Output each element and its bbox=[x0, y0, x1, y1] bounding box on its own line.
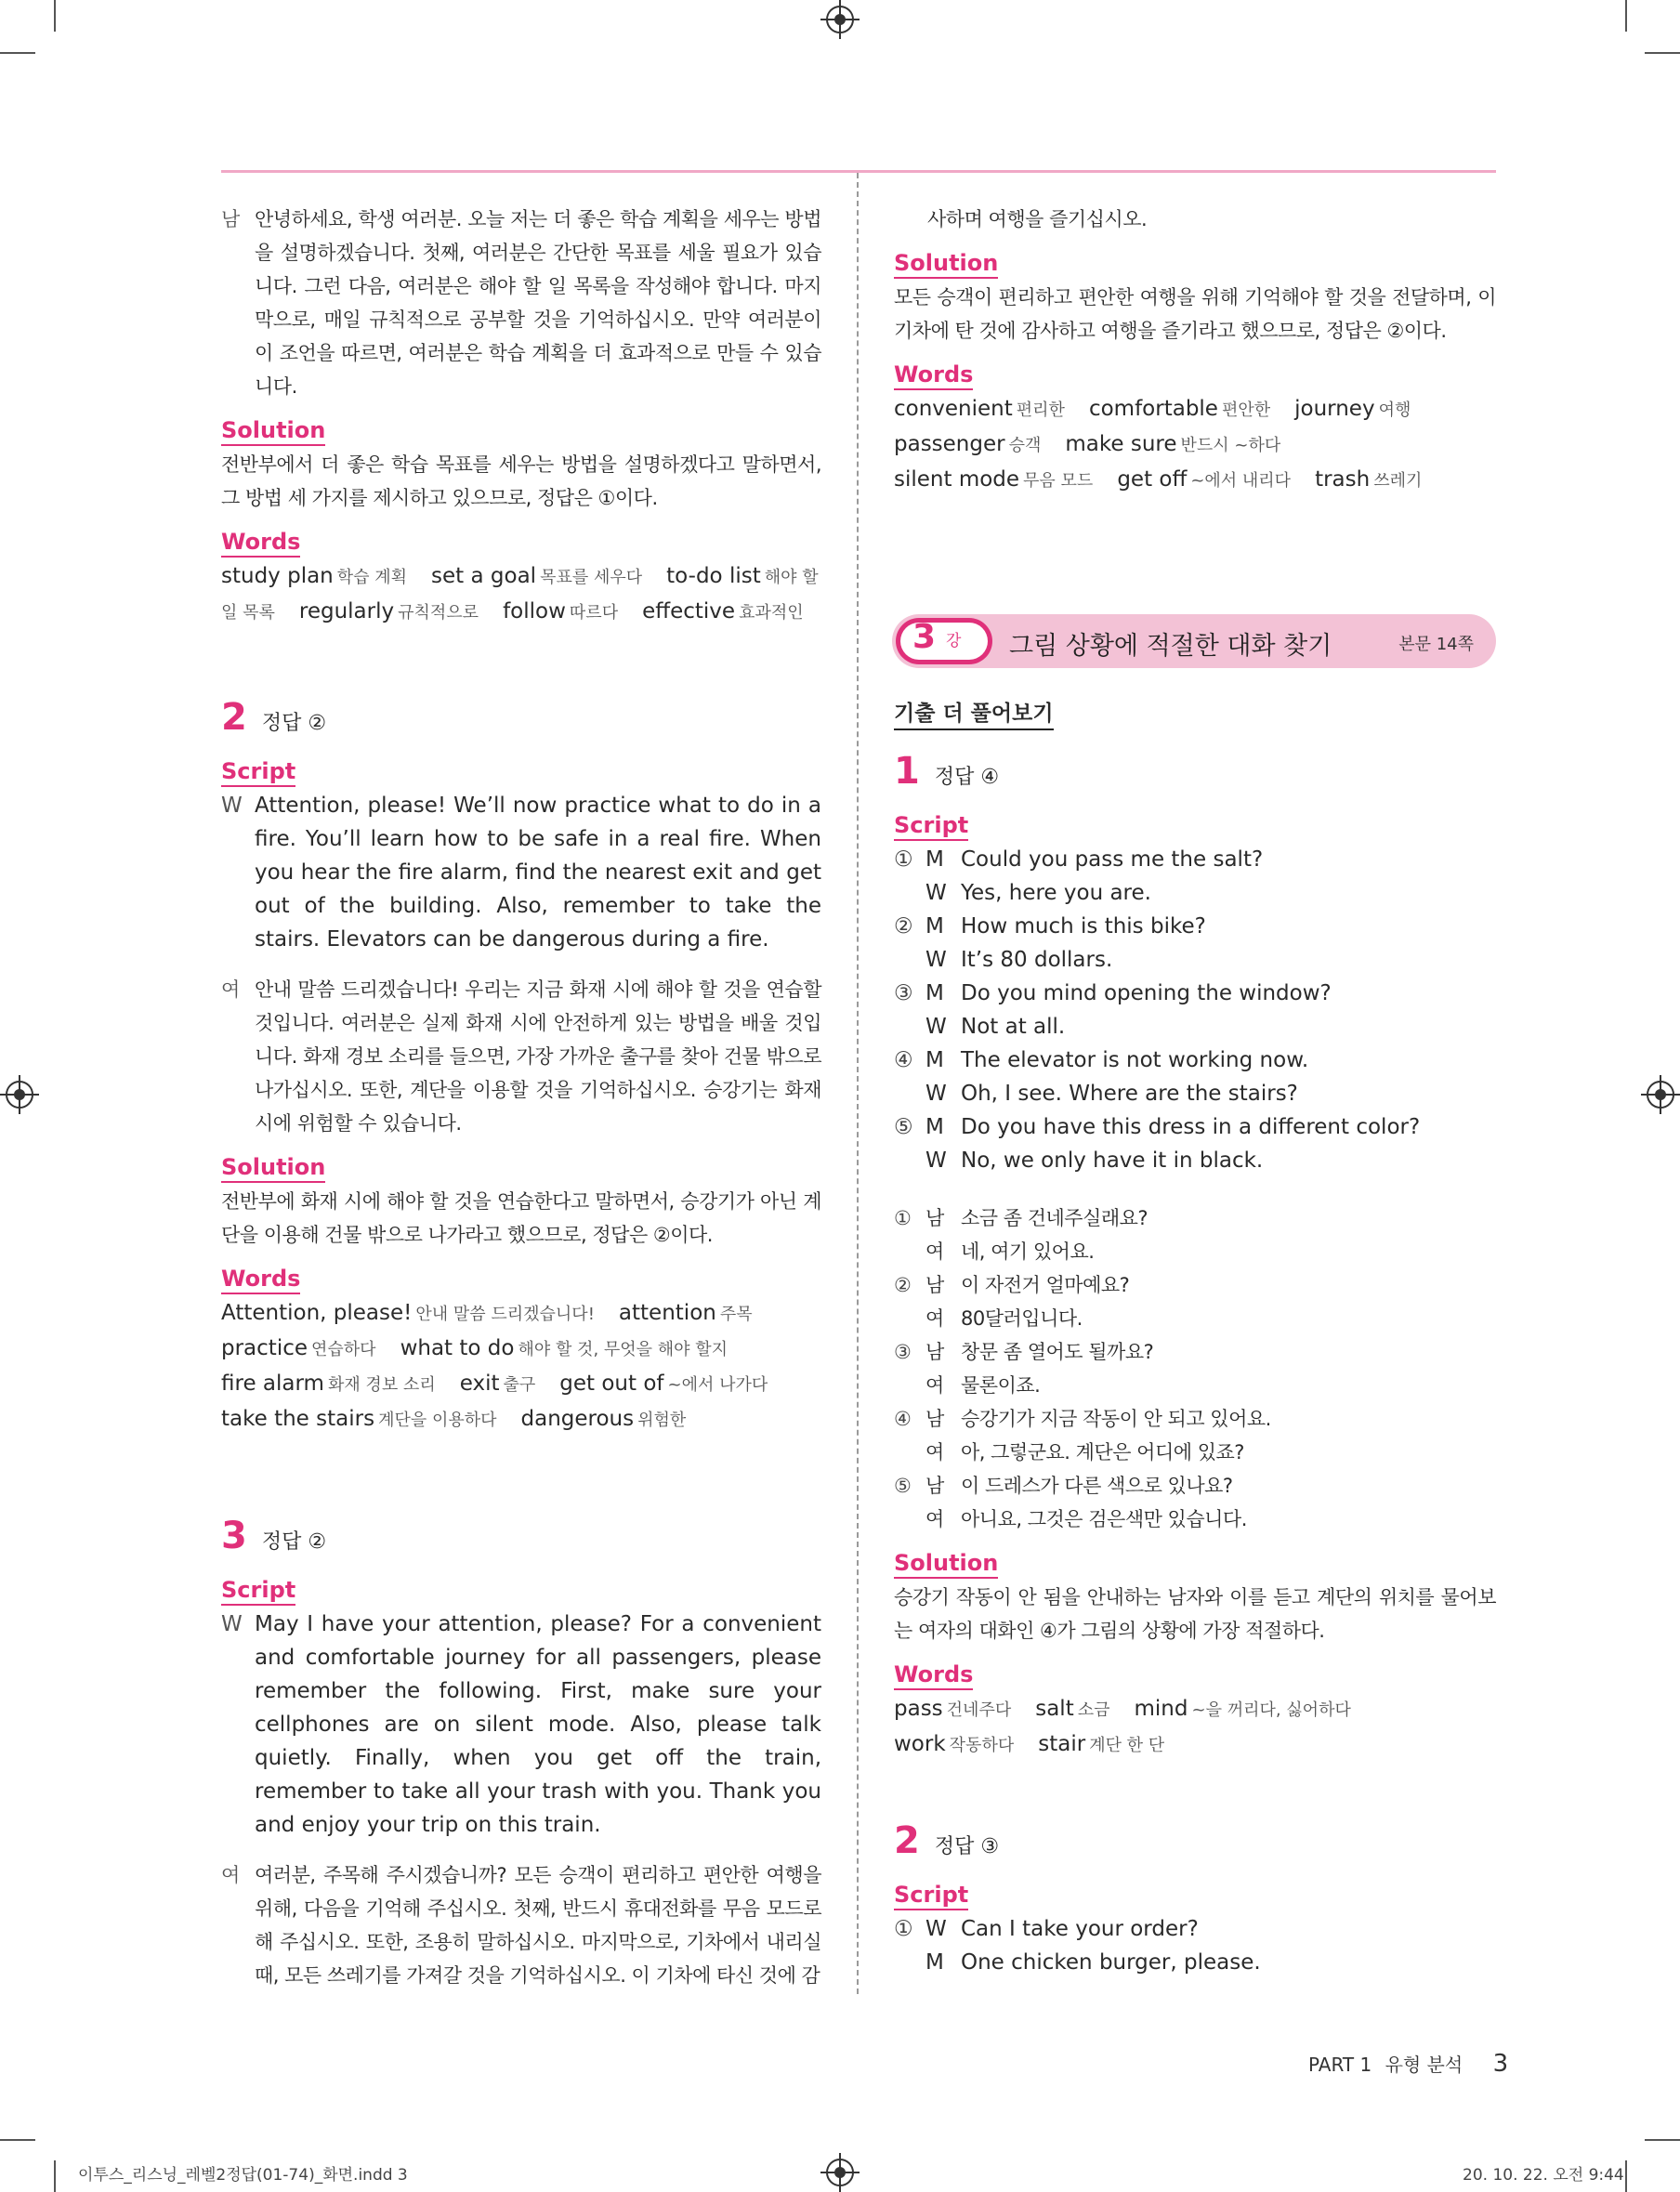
word-kr: 건네주다 bbox=[946, 1700, 1012, 1720]
option-number bbox=[894, 1369, 925, 1402]
words-line bbox=[894, 463, 1496, 498]
word-en: practice bbox=[221, 1336, 308, 1360]
solution-text: 모든 승객이 편리하고 편안한 여행을 위해 기억해야 할 것을 전달하며, 이 기차에 탄 것에 감사하고 여행을 즐기라고 했으므로, 정답은 ②이다. bbox=[894, 286, 1496, 342]
word-en: get off bbox=[1117, 467, 1188, 492]
slug-date: 20. 10. 22. 오전 9:44 bbox=[1463, 2166, 1624, 2185]
word-en: pass bbox=[894, 1697, 943, 1721]
dialogue-line bbox=[894, 977, 1496, 1010]
word-en: what to do bbox=[400, 1336, 515, 1360]
script-label: Script bbox=[221, 757, 295, 787]
dialogue-text: 네, 여기 있어요. bbox=[961, 1240, 1095, 1263]
answer-label: 정답 ② bbox=[261, 1530, 327, 1554]
footer-part: PART 1 bbox=[1308, 2054, 1372, 2076]
dialogue-text: 이 자전거 얼마예요? bbox=[961, 1274, 1130, 1296]
speaker-label: 남 bbox=[925, 1475, 944, 1497]
word-en: convenient bbox=[894, 397, 1013, 421]
word-en: passenger bbox=[894, 432, 1005, 456]
words-list bbox=[894, 392, 1496, 498]
word-en: get out of bbox=[559, 1372, 664, 1396]
dialogue-line bbox=[894, 1268, 1496, 1302]
word-kr: 계단 한 단 bbox=[1089, 1736, 1165, 1755]
question-number: 3 bbox=[221, 1515, 247, 1557]
lesson-title: 그림 상황에 적절한 대화 찾기 bbox=[1009, 632, 1332, 661]
crop-mark bbox=[54, 0, 56, 32]
dialogue-line bbox=[894, 1201, 1496, 1235]
word-en: journey bbox=[1294, 397, 1375, 421]
crop-mark bbox=[1645, 2139, 1680, 2141]
word-en: salt bbox=[1035, 1697, 1074, 1721]
dialogue-text: 이 드레스가 다른 색으로 있나요? bbox=[961, 1475, 1233, 1497]
script-label: Script bbox=[221, 1576, 295, 1606]
dialogue-line bbox=[894, 1235, 1496, 1268]
translation-text: 여러분, 주목해 주시겠습니까? 모든 승객이 편리하고 편안한 여행을 위해, 다음을 기억해 주십시오. 첫째, 반드시 휴대전화를 무음 모드로 해 주십시오. 또한, 조용히 말하십시오. 마지막으로, 기차에서 내리실 때, 모든 쓰레기를 가져갈 것을 기억하십시오. 이 기차에 타신 것에 감 bbox=[255, 1864, 821, 1987]
word-kr: 안내 말씀 드리겠습니다! bbox=[415, 1305, 595, 1324]
dialogue-text: No, we only have it in black. bbox=[961, 1149, 1264, 1173]
dialogue-line bbox=[894, 1436, 1496, 1469]
word-en: work bbox=[894, 1732, 946, 1756]
option-number: ② bbox=[894, 914, 913, 938]
speaker-label: M bbox=[925, 981, 944, 1005]
crop-mark bbox=[54, 2160, 56, 2192]
question-header bbox=[221, 1514, 821, 1559]
crop-mark bbox=[0, 52, 35, 54]
header-rule bbox=[221, 170, 1496, 173]
speaker-label: W bbox=[221, 794, 243, 818]
registration-mark-icon bbox=[826, 2159, 854, 2186]
option-number: ⑤ bbox=[894, 1475, 912, 1497]
word-en: attention bbox=[618, 1301, 716, 1325]
registration-mark-icon bbox=[826, 6, 854, 33]
speaker-label: W bbox=[925, 1149, 947, 1173]
dialogue-text: 아니요, 그것은 검은색만 있습니다. bbox=[961, 1508, 1247, 1530]
dialogue-line bbox=[894, 1335, 1496, 1369]
word-kr: 목표를 세우다 bbox=[540, 568, 643, 587]
word-kr: 연습하다 bbox=[311, 1340, 376, 1359]
lesson-suffix: 강 bbox=[946, 632, 962, 650]
option-number bbox=[894, 1144, 925, 1177]
option-number: ② bbox=[894, 1274, 912, 1296]
word-en: regularly bbox=[298, 599, 395, 623]
speaker-label: 여 bbox=[925, 1307, 944, 1330]
words-label: Words bbox=[894, 361, 973, 390]
dialogue-line bbox=[894, 1503, 1496, 1536]
lesson-badge bbox=[896, 618, 992, 664]
answer-label: 정답 ③ bbox=[934, 1835, 1000, 1858]
word-kr: 쓰레기 bbox=[1373, 471, 1423, 491]
translation-text: 안녕하세요, 학생 여러분. 오늘 저는 더 좋은 학습 계획을 세우는 방법을 설명하겠습니다. 첫째, 여러분은 간단한 목표를 세울 필요가 있습니다. 그런 다음, 여러분은 해야 할 일 목록을 작성해야 합니다. 마지막으로, 매일 규칙적으로 공부할 것을 기억하십시오. 만약 여러분이 이 조언을 따르면, 여러분은 학습 계획을 더 효과적으로 만들 수 있습니다. bbox=[255, 208, 821, 398]
dialogue-line bbox=[894, 943, 1496, 977]
script-text-block bbox=[221, 1608, 821, 1842]
speaker-label: W bbox=[925, 1015, 947, 1039]
solution-text: 승강기 작동이 안 됨을 안내하는 남자와 이를 듣고 계단의 위치를 물어보는 여자의 대화인 ④가 그림의 상황에 가장 적절하다. bbox=[894, 1586, 1496, 1642]
word-kr: 위험한 bbox=[637, 1411, 687, 1430]
dialogue-line bbox=[894, 1912, 1496, 1946]
word-kr: 소금 bbox=[1077, 1700, 1110, 1720]
dialogue-text: 창문 좀 열어도 될까요? bbox=[961, 1341, 1154, 1363]
words-line bbox=[221, 1402, 821, 1437]
word-kr: 따르다 bbox=[569, 603, 619, 623]
word-kr: 해야 할 것, 무엇을 해야 할지 bbox=[518, 1340, 728, 1359]
word-kr: 무음 모드 bbox=[1023, 471, 1094, 491]
speaker-label: 남 bbox=[221, 208, 240, 230]
page-footer bbox=[1308, 2050, 1508, 2078]
words-list bbox=[894, 1692, 1496, 1763]
solution-label: Solution bbox=[221, 416, 325, 446]
option-number: ① bbox=[894, 1207, 912, 1229]
speaker-label: 여 bbox=[925, 1240, 944, 1263]
speaker-label: 여 bbox=[221, 978, 240, 1001]
script-text: May I have your attention, please? For a convenient and comfortable journey for all passengers, please remember the following. First, make sure your cellphones are on silent mode. Also, please talk quietly. Finally, when you get off the train, remember to take all your trash with you. Thank you and enjoy your trip on this train. bbox=[255, 1612, 821, 1837]
dialogue-text: 물론이죠. bbox=[961, 1374, 1041, 1397]
speaker-label: W bbox=[925, 1917, 947, 1941]
option-number: ⑤ bbox=[894, 1115, 913, 1139]
solution-text: 전반부에서 더 좋은 학습 목표를 세우는 방법을 설명하겠다고 말하면서, 그 방법 세 가지를 제시하고 있으므로, 정답은 ①이다. bbox=[221, 453, 821, 509]
answer-label: 정답 ④ bbox=[934, 766, 1000, 789]
speaker-label: W bbox=[925, 881, 947, 905]
speaker-label: 남 bbox=[925, 1341, 944, 1363]
dialogue-line bbox=[894, 1144, 1496, 1177]
question-header bbox=[894, 749, 1496, 794]
dialogue-text: 아, 그렇군요. 계단은 어디에 있죠? bbox=[961, 1441, 1244, 1464]
speaker-label: W bbox=[925, 1082, 947, 1106]
dialogue-line bbox=[894, 1043, 1496, 1077]
word-en: study plan bbox=[221, 564, 334, 588]
solution-text: 전반부에 화재 시에 해야 할 것을 연습한다고 말하면서, 승강기가 아닌 계단을 이용해 건물 밖으로 나가라고 했으므로, 정답은 ②이다. bbox=[221, 1190, 821, 1246]
korean-translation bbox=[221, 973, 821, 1140]
option-number: ③ bbox=[894, 1341, 912, 1363]
words-line bbox=[221, 1296, 821, 1332]
section-title: 기출 더 풀어보기 bbox=[894, 699, 1054, 730]
dialogue-text: Do you have this dress in a different color? bbox=[961, 1115, 1421, 1139]
speaker-label: W bbox=[925, 948, 947, 972]
words-label: Words bbox=[894, 1660, 973, 1690]
script-text-block bbox=[221, 789, 821, 956]
speaker-label: M bbox=[925, 847, 944, 872]
korean-dialogue bbox=[894, 1201, 1496, 1536]
option-number bbox=[894, 943, 925, 977]
dialogue-text: Not at all. bbox=[961, 1015, 1066, 1039]
option-number bbox=[894, 1235, 925, 1268]
question-number: 1 bbox=[894, 750, 920, 793]
option-number bbox=[894, 1077, 925, 1110]
speaker-label: M bbox=[925, 1048, 944, 1072]
dialogue-line bbox=[894, 1302, 1496, 1335]
word-kr: 주목 bbox=[719, 1305, 753, 1324]
option-number: ① bbox=[894, 1917, 913, 1941]
word-en: exit bbox=[459, 1372, 500, 1396]
option-number: ③ bbox=[894, 981, 913, 1005]
crop-mark bbox=[1625, 0, 1627, 32]
words-line bbox=[221, 595, 821, 630]
word-en: stair bbox=[1038, 1732, 1086, 1756]
speaker-label: 여 bbox=[925, 1374, 944, 1397]
dialogue-line bbox=[894, 1010, 1496, 1043]
word-en: effective bbox=[642, 599, 736, 623]
dialogue-line bbox=[894, 843, 1496, 876]
option-number: ④ bbox=[894, 1408, 912, 1430]
translation-text: 안내 말씀 드리겠습니다! 우리는 지금 화재 시에 해야 할 것을 연습할 것입니다. 여러분은 실제 화재 시에 안전하게 있는 방법을 배울 것입니다. 화재 경보 소리를 들으면, 가장 가까운 출구를 찾아 건물 밖으로 나가십시오. 또한, 계단을 이용할 것을 기억하십시오. 승강기는 화재 시에 위험할 수 있습니다. bbox=[255, 978, 821, 1135]
speaker-label: 남 bbox=[925, 1408, 944, 1430]
dialogue-line bbox=[894, 1469, 1496, 1503]
word-kr: 편리한 bbox=[1016, 400, 1065, 420]
option-number bbox=[894, 1010, 925, 1043]
script-label: Script bbox=[894, 1881, 968, 1910]
right-column-bottom bbox=[894, 697, 1496, 1979]
word-kr: 학습 계획 bbox=[336, 568, 408, 587]
words-line bbox=[221, 1367, 821, 1402]
words-line bbox=[221, 1332, 821, 1367]
words-line bbox=[894, 1692, 1496, 1727]
option-number bbox=[894, 1946, 925, 1979]
question-header bbox=[221, 695, 821, 741]
question-number: 2 bbox=[894, 1819, 920, 1862]
word-kr: 여행 bbox=[1378, 400, 1411, 420]
dialogue-line bbox=[894, 876, 1496, 910]
word-en: fire alarm bbox=[221, 1372, 324, 1396]
words-list bbox=[221, 559, 821, 630]
word-kr: 출구 bbox=[503, 1375, 536, 1395]
words-line bbox=[894, 427, 1496, 463]
speaker-label: M bbox=[925, 1950, 944, 1975]
dialogue-text: 승강기가 지금 작동이 안 되고 있어요. bbox=[961, 1408, 1271, 1430]
word-kr: 효과적인 bbox=[739, 603, 804, 623]
words-list bbox=[221, 1296, 821, 1437]
word-en: Attention, please! bbox=[221, 1301, 413, 1325]
word-en: mind bbox=[1134, 1697, 1188, 1721]
dialogue-text: One chicken burger, please. bbox=[961, 1950, 1261, 1975]
word-kr: 일 목록 bbox=[221, 603, 275, 623]
script-dialogue bbox=[894, 1912, 1496, 1979]
speaker-label: 여 bbox=[221, 1864, 240, 1886]
option-number bbox=[894, 1503, 925, 1536]
word-en: trash bbox=[1315, 467, 1371, 492]
lesson-number: 3 bbox=[912, 618, 937, 656]
word-kr: 반드시 ~하다 bbox=[1180, 436, 1281, 455]
words-label: Words bbox=[221, 528, 300, 558]
word-en: make sure bbox=[1065, 432, 1177, 456]
speaker-label: 여 bbox=[925, 1508, 944, 1530]
option-number bbox=[894, 1302, 925, 1335]
speaker-label: 여 bbox=[925, 1441, 944, 1464]
word-kr: 작동하다 bbox=[949, 1736, 1015, 1755]
word-kr: ~을 꺼리다, 싫어하다 bbox=[1191, 1700, 1351, 1720]
left-column bbox=[221, 203, 821, 1992]
dialogue-text: Oh, I see. Where are the stairs? bbox=[961, 1082, 1298, 1106]
registration-mark-icon bbox=[1647, 1081, 1674, 1109]
words-line bbox=[221, 559, 821, 595]
dialogue-text: The elevator is not working now. bbox=[961, 1048, 1309, 1072]
words-line bbox=[894, 1727, 1496, 1763]
speaker-label: 남 bbox=[925, 1207, 944, 1229]
question-header bbox=[894, 1818, 1496, 1864]
dialogue-line bbox=[894, 1077, 1496, 1110]
option-number: ④ bbox=[894, 1048, 913, 1072]
word-en: dangerous bbox=[520, 1407, 635, 1431]
dialogue-line bbox=[894, 910, 1496, 943]
korean-translation bbox=[221, 203, 821, 403]
right-column-top bbox=[894, 203, 1496, 498]
word-kr: 규칙적으로 bbox=[398, 603, 479, 623]
word-kr: 계단을 이용하다 bbox=[378, 1411, 497, 1430]
slug-filename: 이투스_리스닝_레벨2정답(01-74)_화면.indd 3 bbox=[78, 2166, 408, 2185]
word-kr: ~에서 나가다 bbox=[667, 1375, 768, 1395]
script-dialogue bbox=[894, 843, 1496, 1177]
dialogue-text: 소금 좀 건네주실래요? bbox=[961, 1207, 1148, 1229]
speaker-label: M bbox=[925, 1115, 944, 1139]
dialogue-text: Could you pass me the salt? bbox=[961, 847, 1264, 872]
registration-mark-icon bbox=[6, 1081, 33, 1109]
word-kr: 해야 할 bbox=[764, 568, 819, 587]
speaker-label: M bbox=[925, 914, 944, 938]
crop-mark bbox=[0, 2139, 35, 2141]
solution-label: Solution bbox=[894, 249, 998, 279]
dialogue-line bbox=[894, 1402, 1496, 1436]
word-kr: 승객 bbox=[1008, 436, 1042, 455]
solution-label: Solution bbox=[894, 1549, 998, 1579]
dialogue-text: Yes, here you are. bbox=[961, 881, 1151, 905]
words-line bbox=[894, 392, 1496, 427]
dialogue-text: How much is this bike? bbox=[961, 914, 1206, 938]
word-kr: 편안한 bbox=[1221, 400, 1271, 420]
script-text: Attention, please! We’ll now practice what to do in a fire. You’ll learn how to be safe in a real fire. When you hear the fire alarm, find the nearest exit and get out of the building. Also, remember to take the stairs. Elevators can be dangerous during a fire. bbox=[255, 794, 821, 952]
page-reference: 본문 14쪽 bbox=[1398, 635, 1474, 654]
word-kr: ~에서 내리다 bbox=[1190, 471, 1292, 491]
dialogue-text: Do you mind opening the window? bbox=[961, 981, 1332, 1005]
answer-label: 정답 ② bbox=[261, 712, 327, 735]
speaker-label: 남 bbox=[925, 1274, 944, 1296]
words-label: Words bbox=[221, 1265, 300, 1294]
crop-mark bbox=[1625, 2160, 1627, 2192]
word-en: take the stairs bbox=[221, 1407, 375, 1431]
footer-section: 유형 분석 bbox=[1385, 2054, 1463, 2076]
solution-label: Solution bbox=[221, 1153, 325, 1183]
word-kr: 화재 경보 소리 bbox=[327, 1375, 436, 1395]
dialogue-text: Can I take your order? bbox=[961, 1917, 1199, 1941]
word-en: set a goal bbox=[431, 564, 537, 588]
question-number: 2 bbox=[221, 696, 247, 739]
translation-continuation: 사하며 여행을 즐기십시오. bbox=[927, 208, 1148, 230]
option-number: ① bbox=[894, 847, 913, 872]
script-label: Script bbox=[894, 811, 968, 841]
lesson-banner bbox=[892, 614, 1496, 668]
dialogue-line bbox=[894, 1369, 1496, 1402]
option-number bbox=[894, 1436, 925, 1469]
korean-translation bbox=[221, 1858, 821, 1992]
option-number bbox=[894, 876, 925, 910]
dialogue-line bbox=[894, 1110, 1496, 1144]
speaker-label: W bbox=[221, 1612, 243, 1636]
dialogue-text: It’s 80 dollars. bbox=[961, 948, 1113, 972]
word-en: to-do list bbox=[666, 564, 761, 588]
crop-mark bbox=[1645, 52, 1680, 54]
page-number: 3 bbox=[1492, 2050, 1509, 2078]
dialogue-line bbox=[894, 1946, 1496, 1979]
dialogue-text: 80달러입니다. bbox=[961, 1307, 1083, 1330]
word-en: follow bbox=[503, 599, 566, 623]
word-en: comfortable bbox=[1088, 397, 1218, 421]
column-divider bbox=[857, 173, 859, 1994]
word-en: silent mode bbox=[894, 467, 1020, 492]
